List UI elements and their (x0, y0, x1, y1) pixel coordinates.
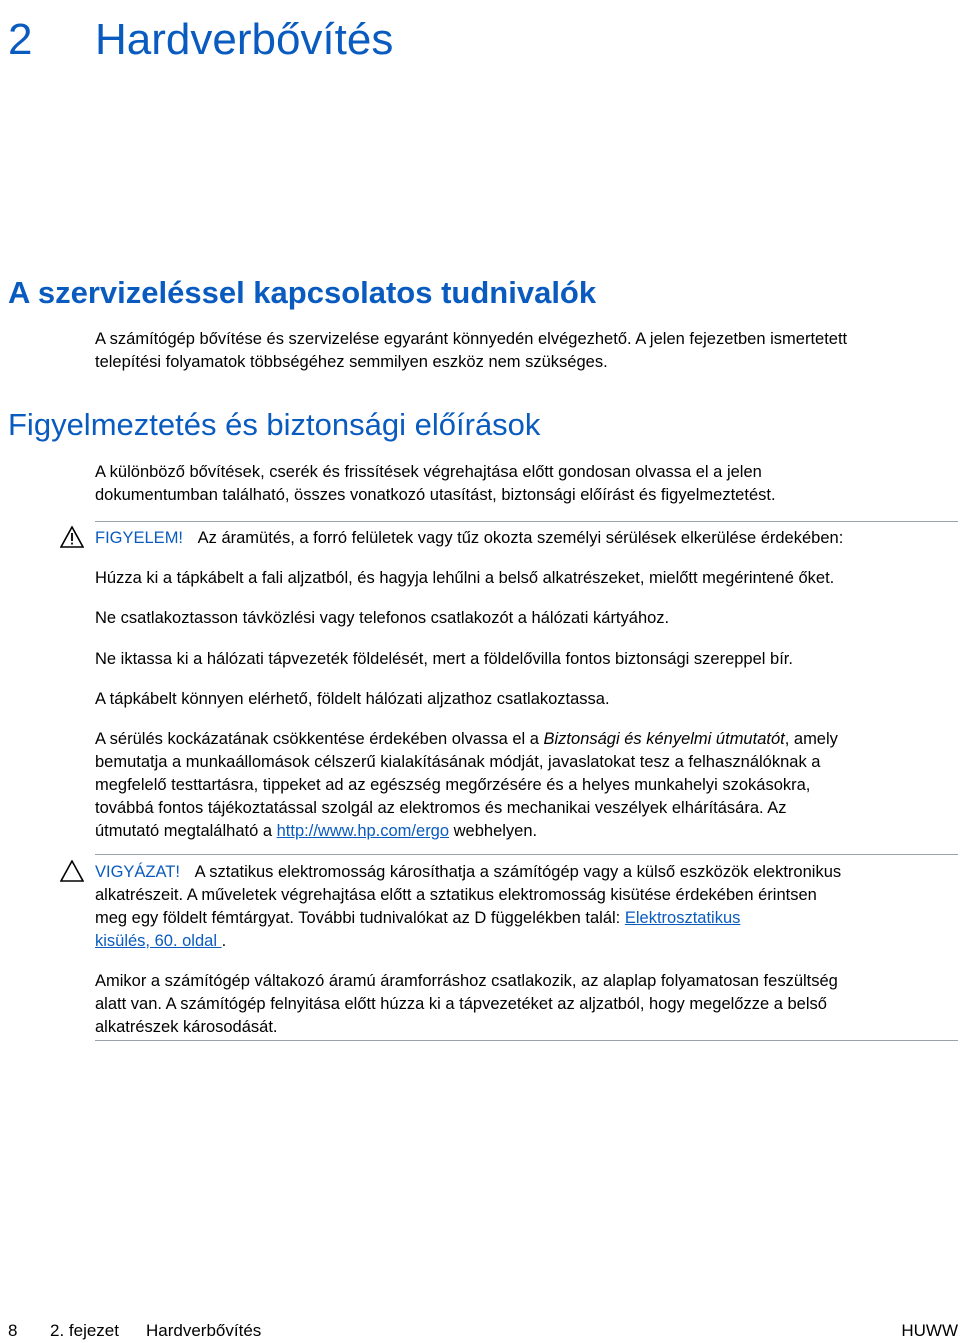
warning-item: Ne iktassa ki a hálózati tápvezeték földelését, mert a földelővilla fontos biztonsági szereppel bír. (95, 650, 793, 668)
risk-line-3: megfelelő testtartásra, tippeket ad az egészség megőrzésére és a helyes munkahelyi szokásokra, (95, 776, 811, 794)
caution-p2-line-3: alkatrészek károsodását. (95, 1018, 278, 1036)
footer-code: HUWW (901, 1321, 958, 1340)
warning-intro (95, 527, 960, 550)
safety-intro-line-2: dokumentumban található, összes vonatkozó utasítást, biztonsági előírást és figyelmeztetést. (95, 486, 776, 504)
caution-line-2: alkatrészeit. A műveletek végrehajtása előtt a sztatikus elektromosság kisütése érdekében érintsen (95, 886, 817, 904)
chapter-title: Hardverbővítés (95, 15, 394, 64)
risk-guide-title: Biztonsági és kényelmi útmutatót (543, 730, 785, 748)
ergo-link[interactable]: http://www.hp.com/ergo (276, 822, 450, 840)
caution-line-1 (95, 861, 960, 884)
safety-intro-line-1: A különböző bővítések, cserék és frissítések végrehajtása előtt gondosan olvassa el a jelen (95, 463, 762, 481)
warning-top-rule (95, 521, 958, 522)
esd-link-continued[interactable]: kisülés, 60. oldal (95, 932, 222, 950)
esd-link[interactable]: Elektrosztatikus (624, 909, 741, 927)
chapter-number: 2 (8, 15, 33, 64)
caution-label: VIGYÁZAT! (95, 863, 180, 881)
caution-line-3 (95, 907, 960, 930)
warning-item: Ne csatlakoztasson távközlési vagy telefonos csatlakozót a hálózati kártyához. (95, 609, 670, 627)
warning-text: Az áramütés, a forró felületek vagy tűz okozta személyi sérülések elkerülése érdekében: (197, 529, 844, 547)
risk-line-2: bemutatja a munkaállomások célszerű kialakításának módját, javaslatokat tesz a felhasználóknak a (95, 753, 821, 771)
warning-triangle-icon (60, 526, 84, 548)
section-service-line-1: A számítógép bővítése és szervizelése egyaránt könnyedén elvégezhető. A jelen fejezetben ismertetett (95, 330, 848, 348)
caution-top-rule (95, 854, 958, 855)
caution-line-4 (95, 930, 960, 953)
section-service-line-2: telepítési folyamatok többségéhez semmilyen eszköz nem szükséges. (95, 353, 608, 371)
footer-page-number: 8 (8, 1321, 18, 1340)
caution-triangle-icon (60, 860, 84, 882)
caution-p2-line-1: Amikor a számítógép váltakozó áramú áramforráshoz csatlakozik, az alaplap folyamatosan feszültség (95, 972, 838, 990)
section-heading-safety: Figyelmeztetés és biztonsági előírások (8, 407, 541, 442)
risk-line-1 (95, 728, 960, 751)
section-heading-service: A szervizeléssel kapcsolatos tudnivalók (8, 275, 597, 310)
risk-text: , amely (784, 730, 838, 748)
footer-chapter-ref: 2. fejezet (50, 1321, 119, 1340)
warning-item: Húzza ki a tápkábelt a fali aljzatból, és hagyja lehűlni a belső alkatrészeket, mielőtt megérintené őket. (95, 569, 835, 587)
risk-line-4: továbbá fontos tájékoztatással szolgál az elektromos és mechanikai veszélyek elhárítására. Az (95, 799, 787, 817)
caution-p2-line-2: alatt van. A számítógép felnyitása előtt húzza ki a tápvezetéket az aljzatból, hogy megelőzze a belső (95, 995, 827, 1013)
risk-text: A sérülés kockázatának csökkentése érdekében olvassa el a (95, 730, 544, 748)
footer-chapter-title: Hardverbővítés (146, 1321, 262, 1340)
risk-text: útmutató megtalálható a (95, 822, 277, 840)
warning-label: FIGYELEM! (95, 529, 184, 547)
caution-bottom-rule (95, 1040, 958, 1041)
caution-text: . (221, 932, 227, 950)
warning-item: A tápkábelt könnyen elérhető, földelt hálózati aljzathoz csatlakoztassa. (95, 690, 610, 708)
risk-text: webhelyen. (449, 822, 538, 840)
caution-text: meg egy földelt fémtárgyat. További tudnivalókat az D függelékben talál: (95, 909, 625, 927)
risk-line-5 (95, 820, 960, 843)
caution-text: A sztatikus elektromosság károsíthatja a számítógép vagy a külső eszközök elektronikus (194, 863, 842, 881)
